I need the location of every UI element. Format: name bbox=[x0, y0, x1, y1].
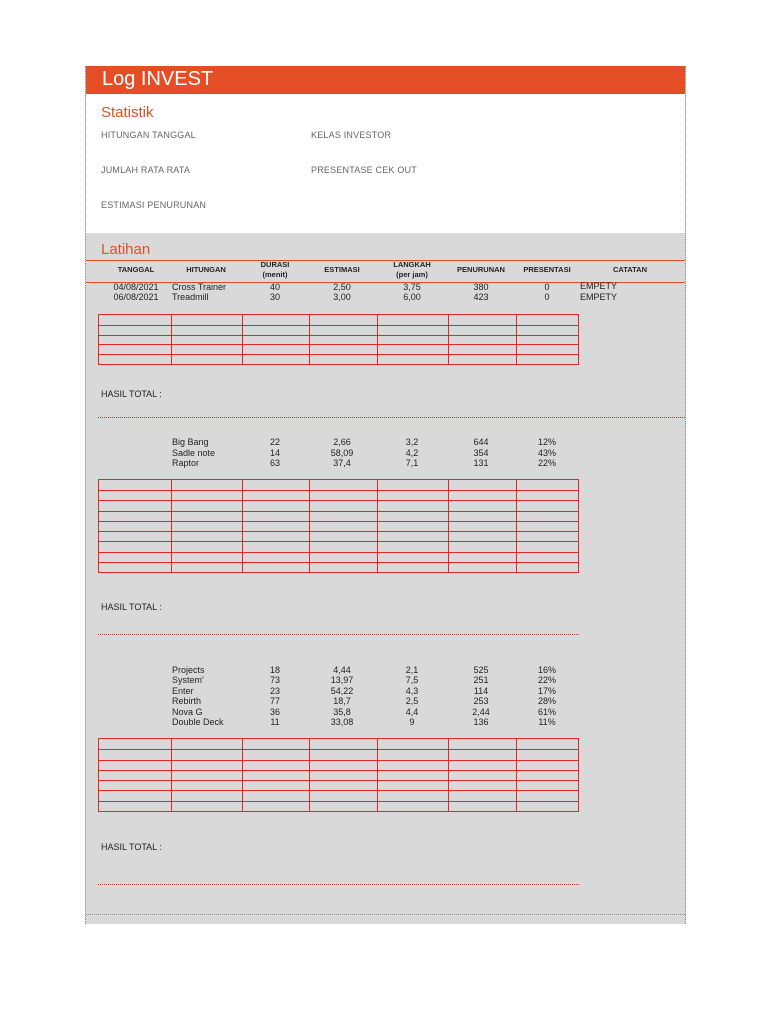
grid-col-line bbox=[516, 739, 517, 811]
cell-durasi: 36 bbox=[269, 707, 280, 717]
col-durasi-unit: (menit) bbox=[262, 270, 288, 279]
empty-grid-3 bbox=[98, 738, 579, 812]
cell-durasi: 11 bbox=[270, 717, 280, 727]
cell-penurunan: 644 bbox=[473, 437, 489, 447]
col-langkah-label: LANGKAH bbox=[393, 260, 431, 269]
grid-col-line bbox=[171, 739, 172, 811]
dotted-separator-1 bbox=[98, 417, 685, 418]
grid-col-line bbox=[448, 480, 449, 572]
log-sheet bbox=[85, 66, 686, 924]
col-durasi bbox=[242, 260, 308, 280]
col-estimasi: ESTIMASI bbox=[324, 265, 360, 274]
cell-langkah: 6,00 bbox=[403, 292, 421, 302]
cell-presentasi: 28% bbox=[537, 696, 556, 706]
col-hitungan: HITUNGAN bbox=[186, 265, 226, 274]
cell-estimasi: 3,00 bbox=[333, 292, 351, 302]
cell-estimasi: 54,22 bbox=[330, 686, 354, 696]
cell-durasi: 77 bbox=[269, 696, 280, 706]
cell-langkah: 4,4 bbox=[405, 707, 419, 717]
grid-col-line bbox=[171, 315, 172, 364]
header-top-line bbox=[86, 260, 685, 261]
cell-durasi: 30 bbox=[269, 292, 280, 302]
grid-col-line bbox=[377, 739, 378, 811]
estimasi-penurunan-label: ESTIMASI PENURUNAN bbox=[101, 200, 207, 210]
cell-presentasi: 0 bbox=[544, 282, 550, 292]
sheet-bottom-border bbox=[86, 914, 685, 915]
cell-presentasi: 22% bbox=[537, 675, 556, 685]
cell-penurunan: 525 bbox=[473, 665, 489, 675]
cell-hitungan: Big Bang bbox=[172, 437, 209, 447]
cell-hitungan: Nova G bbox=[172, 707, 203, 717]
cell-penurunan: 253 bbox=[473, 696, 489, 706]
cell-hitungan: Projects bbox=[172, 665, 205, 675]
cell-penurunan: 423 bbox=[473, 292, 489, 302]
cell-tanggal: 04/08/2021 bbox=[113, 282, 159, 292]
cell-penurunan: 131 bbox=[473, 458, 489, 468]
kelas-investor-label: KELAS INVESTOR bbox=[311, 130, 392, 140]
cell-durasi: 73 bbox=[269, 675, 280, 685]
col-durasi-label: DURASI bbox=[260, 260, 290, 269]
cell-langkah: 2,5 bbox=[405, 696, 419, 706]
cell-estimasi: 2,66 bbox=[333, 437, 351, 447]
cell-penurunan: 114 bbox=[473, 686, 489, 696]
cell-presentasi: 43% bbox=[537, 448, 556, 458]
cell-estimasi: 37,4 bbox=[333, 458, 351, 468]
statistik-title: Statistik bbox=[101, 104, 154, 121]
cell-estimasi: 58,09 bbox=[330, 448, 354, 458]
hitungan-tanggal-label: HITUNGAN TANGGAL bbox=[101, 130, 196, 140]
cell-langkah: 2,1 bbox=[405, 665, 419, 675]
cell-hitungan: Enter bbox=[172, 686, 194, 696]
cell-presentasi: 61% bbox=[537, 707, 556, 717]
cell-langkah: 7,5 bbox=[405, 675, 419, 685]
cell-presentasi: 11% bbox=[538, 717, 556, 727]
hasil-total-2: HASIL TOTAL : bbox=[101, 602, 162, 612]
cell-presentasi: 17% bbox=[537, 686, 556, 696]
cell-penurunan: 354 bbox=[473, 448, 489, 458]
hasil-total-1: HASIL TOTAL : bbox=[101, 389, 162, 399]
cell-estimasi: 4,44 bbox=[333, 665, 351, 675]
cell-langkah: 3,75 bbox=[403, 282, 421, 292]
grid-col-line bbox=[309, 739, 310, 811]
hasil-total-3: HASIL TOTAL : bbox=[101, 842, 162, 852]
cell-presentasi: 12% bbox=[537, 437, 556, 447]
cell-estimasi: 35,8 bbox=[333, 707, 351, 717]
cell-hitungan: Raptor bbox=[172, 458, 200, 468]
grid-col-line bbox=[448, 739, 449, 811]
cell-estimasi: 13,97 bbox=[330, 675, 354, 685]
cell-hitungan: Sadle note bbox=[172, 448, 216, 458]
page-title: Log INVEST bbox=[102, 68, 214, 90]
cell-langkah: 9 bbox=[409, 717, 415, 727]
grid-col-line bbox=[242, 739, 243, 811]
grid-col-line bbox=[309, 315, 310, 364]
grid-col-line bbox=[516, 315, 517, 364]
cell-langkah: 3,2 bbox=[405, 437, 419, 447]
col-presentasi: PRESENTASI bbox=[523, 265, 571, 274]
cell-durasi: 18 bbox=[269, 665, 280, 675]
cell-durasi: 14 bbox=[269, 448, 280, 458]
col-penurunan: PENURUNAN bbox=[457, 265, 505, 274]
cell-durasi: 22 bbox=[269, 437, 280, 447]
cell-durasi: 23 bbox=[269, 686, 280, 696]
grid-col-line bbox=[309, 480, 310, 572]
grid-col-line bbox=[516, 480, 517, 572]
cell-penurunan: 2,44 bbox=[472, 707, 490, 717]
presentase-cek-out-label: PRESENTASE CEK OUT bbox=[311, 165, 417, 175]
cell-hitungan: System' bbox=[172, 675, 204, 685]
cell-hitungan: Double Deck bbox=[172, 717, 224, 727]
latihan-title: Latihan bbox=[101, 241, 151, 258]
cell-penurunan: 380 bbox=[473, 282, 489, 292]
grid-col-line bbox=[377, 315, 378, 364]
statistik-panel bbox=[86, 94, 685, 233]
grid-col-line bbox=[242, 315, 243, 364]
dotted-separator-2 bbox=[98, 634, 579, 635]
cell-presentasi: 22% bbox=[537, 458, 556, 468]
cell-catatan: EMPETY bbox=[580, 281, 618, 291]
grid-col-line bbox=[448, 315, 449, 364]
cell-catatan: EMPETY bbox=[580, 292, 618, 302]
cell-hitungan: Rebirth bbox=[172, 696, 202, 706]
cell-penurunan: 251 bbox=[473, 675, 489, 685]
empty-grid-1 bbox=[98, 314, 579, 365]
jumlah-rata-rata-label: JUMLAH RATA RATA bbox=[101, 165, 191, 175]
cell-langkah: 4,2 bbox=[405, 448, 419, 458]
cell-langkah: 7,1 bbox=[405, 458, 419, 468]
empty-grid-2 bbox=[98, 479, 579, 573]
cell-durasi: 40 bbox=[269, 282, 280, 292]
cell-estimasi: 33,08 bbox=[330, 717, 354, 727]
cell-langkah: 4,3 bbox=[405, 686, 419, 696]
col-langkah bbox=[377, 260, 447, 280]
col-tanggal: TANGGAL bbox=[117, 265, 155, 274]
cell-hitungan: Treadmill bbox=[172, 292, 209, 302]
grid-col-line bbox=[377, 480, 378, 572]
cell-tanggal: 06/08/2021 bbox=[113, 292, 159, 302]
cell-presentasi: 0 bbox=[544, 292, 550, 302]
title-bar bbox=[86, 66, 685, 94]
cell-estimasi: 2,50 bbox=[333, 282, 351, 292]
grid-col-line bbox=[171, 480, 172, 572]
cell-hitungan: Cross Trainer bbox=[172, 282, 227, 292]
col-catatan: CATATAN bbox=[612, 265, 648, 274]
cell-presentasi: 16% bbox=[537, 665, 556, 675]
grid-col-line bbox=[242, 480, 243, 572]
col-langkah-unit: (per jam) bbox=[396, 270, 428, 279]
cell-durasi: 63 bbox=[269, 458, 280, 468]
cell-penurunan: 136 bbox=[473, 717, 489, 727]
cell-estimasi: 18,7 bbox=[333, 696, 351, 706]
dotted-separator-3 bbox=[98, 884, 579, 885]
